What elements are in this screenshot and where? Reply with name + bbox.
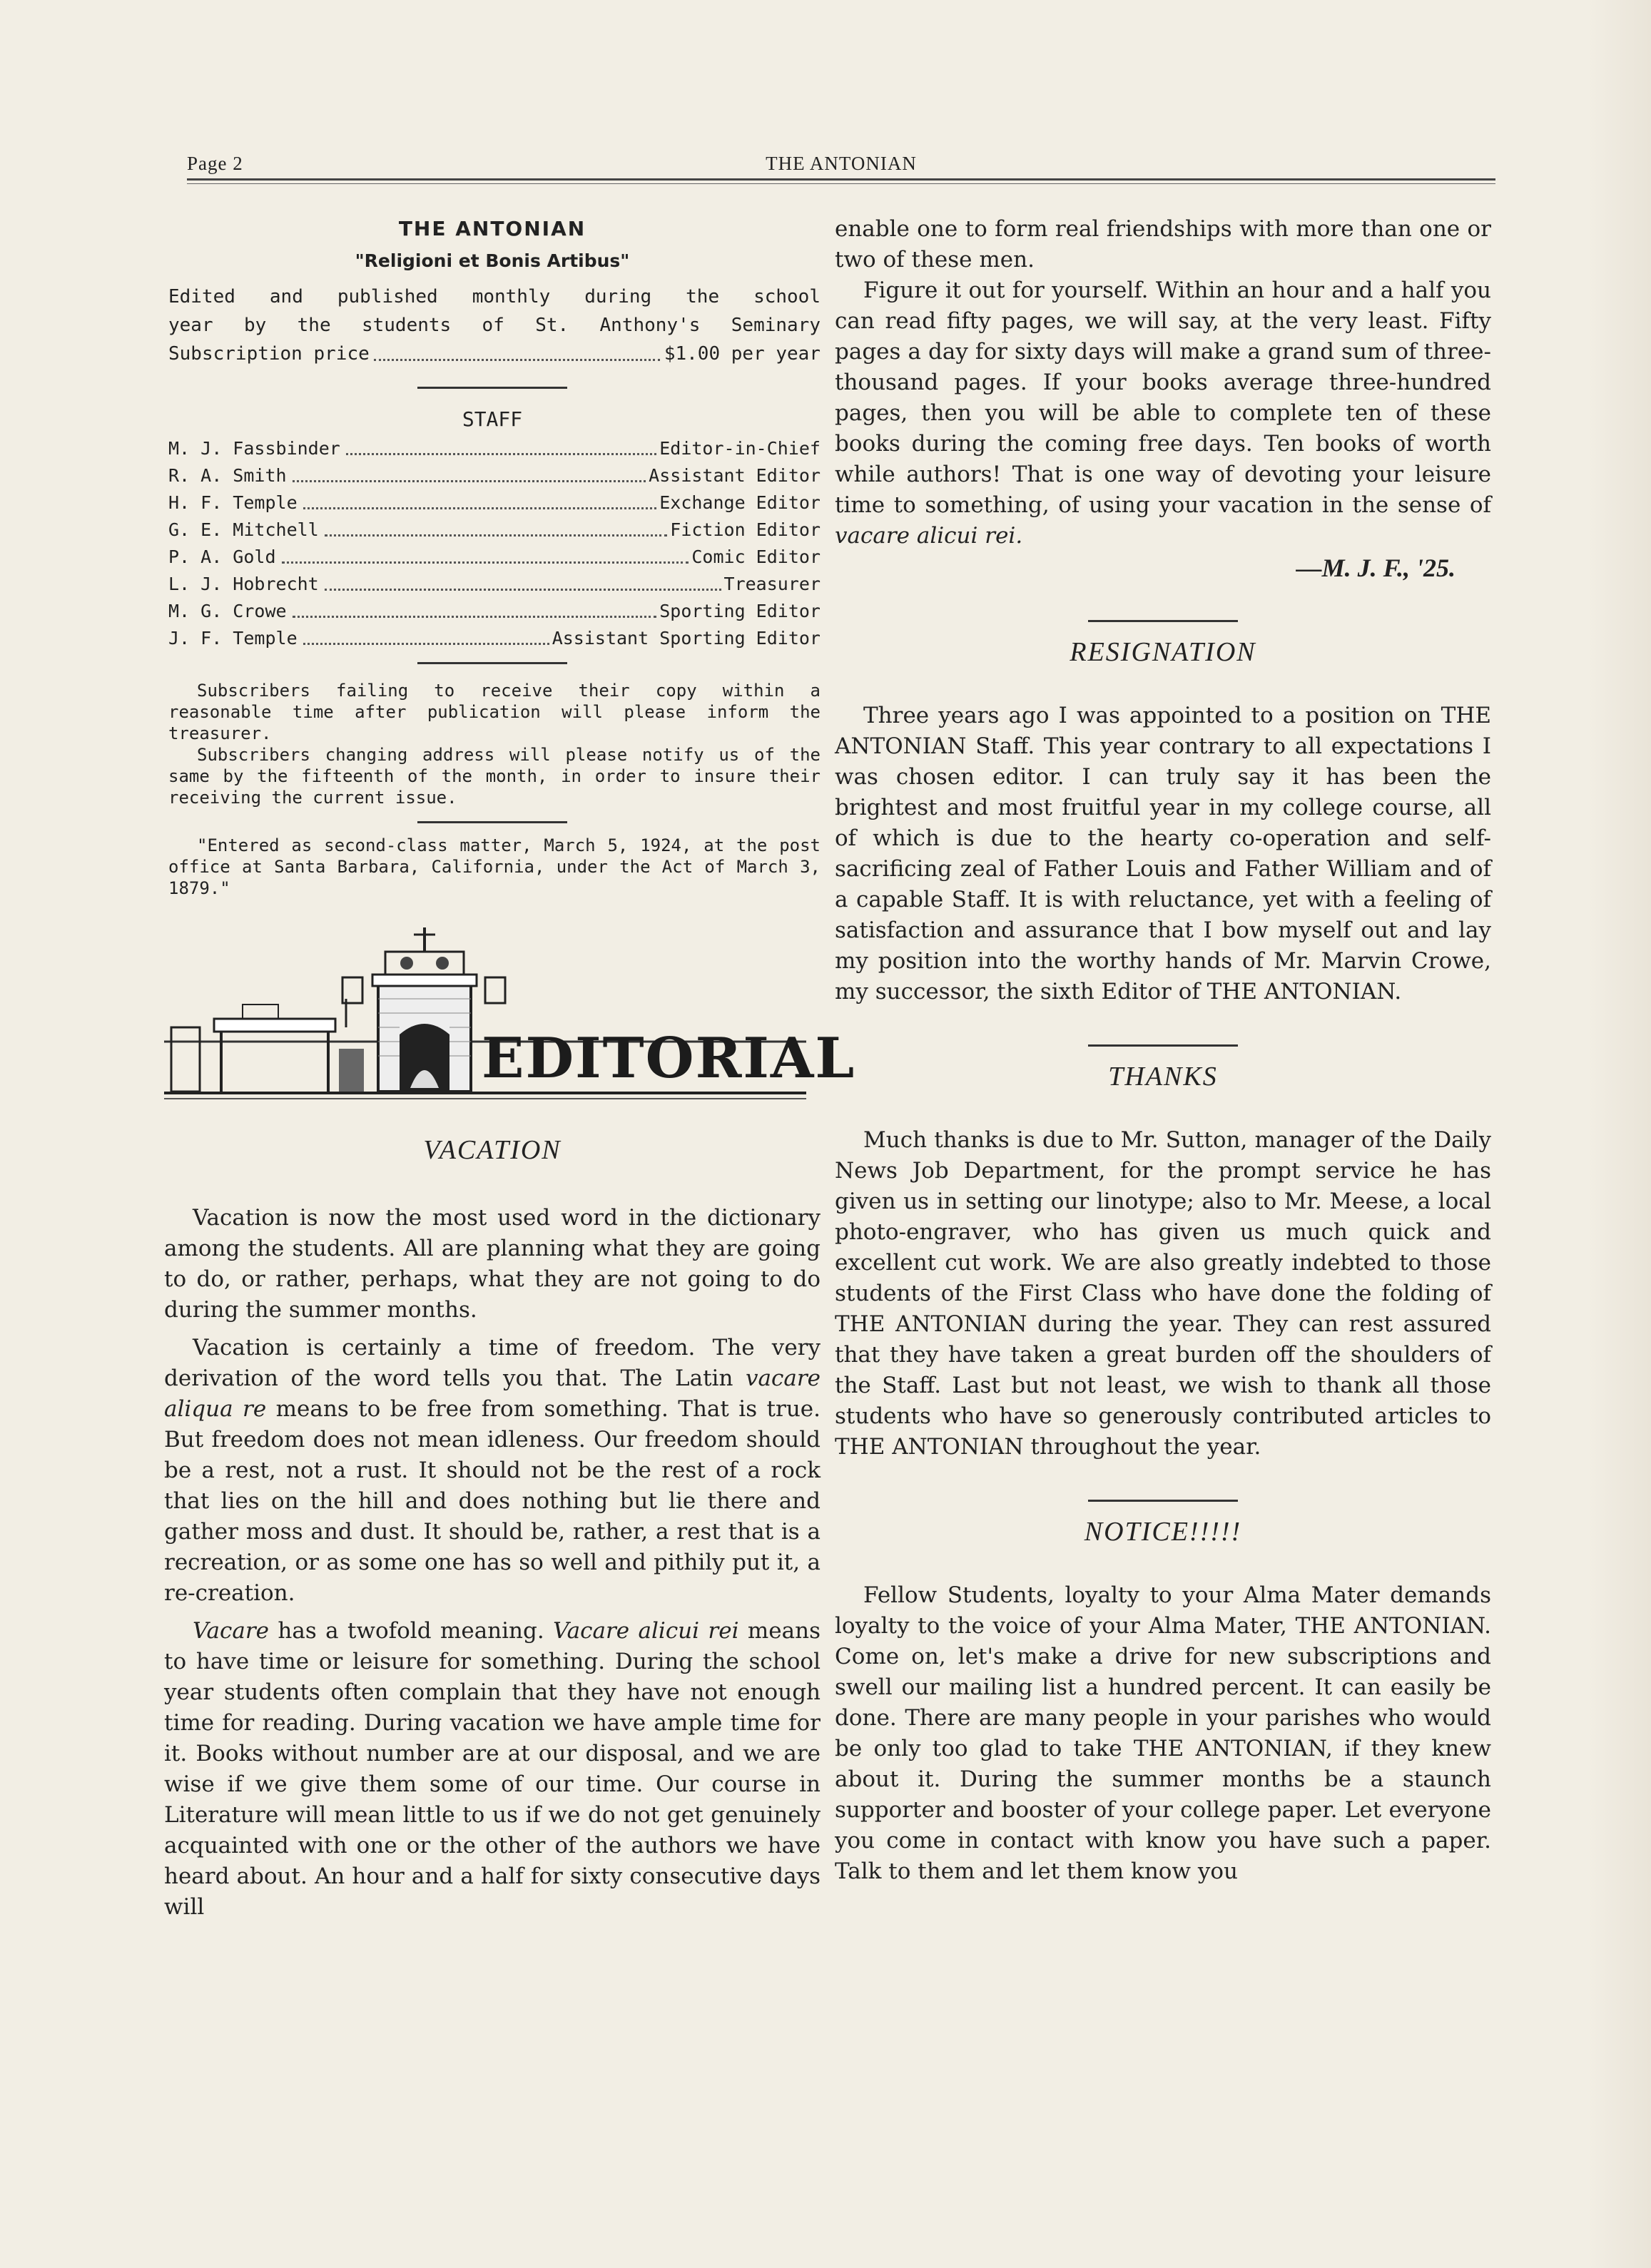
subscription-label: Subscription price xyxy=(168,343,370,365)
dot-leader xyxy=(293,462,646,482)
dot-leader xyxy=(282,544,689,564)
notice-changing-address: Subscribers changing address will please notify us of the same by the fifteenth of the month, in order to insure their receiving the current issue. xyxy=(168,745,821,808)
latin-phrase: Vacare alicui rei xyxy=(553,1618,739,1644)
right-column xyxy=(835,214,1491,1887)
masthead-motto: "Religioni et Bonis Artibus" xyxy=(355,250,630,271)
text-run: Vacation is certainly a time of freedom. The very derivation of the word tells you that. The Latin xyxy=(164,1335,821,1391)
vacation-title: VACATION xyxy=(423,1135,562,1165)
masthead-info xyxy=(168,283,821,368)
staff-row xyxy=(168,598,821,625)
page-number: Page 2 xyxy=(187,153,243,174)
fireplace-study-illustration xyxy=(164,927,856,1113)
vacation-paragraph-3 xyxy=(164,1616,821,1923)
staff-name: G. E. Mitchell xyxy=(168,519,319,540)
dot-leader xyxy=(325,571,721,591)
dot-leader xyxy=(303,489,657,509)
staff-role: Treasurer xyxy=(723,574,821,594)
staff-row xyxy=(168,435,821,462)
divider xyxy=(1088,1044,1238,1047)
editorial-banner-text: EDITORIAL xyxy=(482,1026,856,1091)
notice-failing-copy: Subscribers failing to receive their copy within a reasonable time after publication will please inform the treasurer. xyxy=(168,681,821,743)
staff-name: R. A. Smith xyxy=(168,465,287,486)
latin-phrase: vacare alicui rei. xyxy=(835,523,1023,549)
staff-name: L. J. Hobrecht xyxy=(168,574,319,594)
notice-text: Fellow Students, loyalty to your Alma Mater demands loyalty to the voice of your Alma Mater, THE ANTONIAN. Come on, let's make a drive for new subscriptions and swell our mailing list a hundred percent. It can easily be done. There are many people in your parishes who would be only too glad to take THE ANTONIAN, if they knew about it. During the summer months be a staunch supporter and booster of your college paper. Let everyone you come in contact with know you have such a paper. Talk to them and let them know you xyxy=(835,1582,1491,1884)
text-run: means to have time or leisure for something. During the school year students often complain that they have not enough time for reading. During vacation we have ample time for it. Books without number are at our disposal, and we are wise if we give them some of our time. Our course in Literature will mean little to us if we do not get genuinely acquainted with one or the other of the authors we have heard about. An hour and a half for sixty consecutive days will xyxy=(164,1618,821,1920)
dot-leader xyxy=(374,340,660,361)
staff-row xyxy=(168,462,821,489)
staff-name: J. F. Temple xyxy=(168,628,298,649)
resignation-title: RESIGNATION xyxy=(1070,637,1256,667)
staff-role: Assistant Sporting Editor xyxy=(552,628,821,649)
staff-role: Exchange Editor xyxy=(659,492,821,513)
staff-role: Comic Editor xyxy=(691,546,821,567)
staff-role: Assistant Editor xyxy=(649,465,821,486)
published-line-1: Edited and published monthly during the school xyxy=(168,286,821,307)
text-run: Figure it out for yourself. Within an hour and a half you can read fifty pages, we will say, at the very least. Fifty pages a day for sixty days will make a grand sum of three-thousand pages. If your books average three-hundred pages, then you will be able to complete ten of these books during the coming free days. Ten books of worth while authors! That is one way of devoting your leisure time to something, of using your vacation in the sense of xyxy=(835,278,1491,518)
divider xyxy=(417,821,567,823)
dot-leader xyxy=(325,517,668,537)
staff-role: Fiction Editor xyxy=(670,519,821,540)
text-run: has a twofold meaning. xyxy=(269,1618,554,1644)
vacation-paragraph-2 xyxy=(164,1333,821,1609)
latin-phrase: Vacare xyxy=(193,1618,270,1644)
divider xyxy=(1088,1500,1238,1502)
vacation-paragraph-1: Vacation is now the most used word in the dictionary among the students. All are planning what they are going to do, or rather, perhaps, what they are not going to do during the summer months. xyxy=(164,1205,821,1323)
subscription-row xyxy=(168,340,821,368)
staff-row xyxy=(168,625,821,652)
author-signature: —M. J. F., '25. xyxy=(1296,554,1456,582)
staff-role: Editor-in-Chief xyxy=(659,438,821,459)
vacation-continued-1: enable one to form real friendships with more than one or two of these men. xyxy=(835,216,1491,273)
staff-row xyxy=(168,571,821,598)
editorial-illustration xyxy=(164,927,856,1113)
thanks-title: THANKS xyxy=(1108,1062,1218,1092)
dot-leader xyxy=(293,598,657,618)
left-column xyxy=(164,207,856,1923)
page-edge xyxy=(1587,0,1651,2268)
resignation-text: Three years ago I was appointed to a position on THE ANTONIAN Staff. This year contrary to all expectations I was chosen editor. I can truly say it has been the brightest and most fruitful year in my college course, all of which is due to the hearty co-operation and self-sacrificing zeal of Father Louis and Father William and of a capable Staff. It is with reluctance, yet with a feeling of satisfaction and assurance that I bow myself out and lay my position into the worthy hands of Mr. Marvin Crowe, my successor, the sixth Editor of THE ANTONIAN. xyxy=(835,703,1491,1005)
staff-name: M. G. Crowe xyxy=(168,601,287,621)
page-header xyxy=(187,147,1495,180)
divider xyxy=(1088,620,1238,622)
staff-name: H. F. Temple xyxy=(168,492,298,513)
vacation-continued-2 xyxy=(835,275,1491,551)
staff-row xyxy=(168,489,821,517)
notice-entered: "Entered as second-class matter, March 5, 1924, at the post office at Santa Barbara, California, under the Act of March 3, 1879." xyxy=(168,835,821,898)
divider xyxy=(417,662,567,664)
running-title: THE ANTONIAN xyxy=(766,153,917,174)
staff-heading: STAFF xyxy=(462,407,523,431)
staff-row xyxy=(168,544,821,571)
staff-name: P. A. Gold xyxy=(168,546,276,567)
dot-leader xyxy=(346,435,656,455)
staff-row xyxy=(168,517,821,544)
latin-phrase: vacare aliqua re xyxy=(164,1366,821,1422)
divider xyxy=(417,387,567,389)
thanks-text: Much thanks is due to Mr. Sutton, manager of the Daily News Job Department, for the prompt service he has given us in setting our linotype; also to Mr. Meese, a local photo-engraver, who has given us much quick and excellent cut work. We are also greatly indebted to those students of the First Class who have done the folding of THE ANTONIAN during the year. They can rest assured that they have taken a great burden off the shoulders of the Staff. Last but not least, we wish to thank all those students who have so generously contributed articles to THE ANTONIAN throughout the year. xyxy=(835,1127,1491,1460)
text-run: means to be free from something. That is true. But freedom does not mean idleness. Our freedom should be a rest, not a rust. It should not be the rest of a rock that lies on the hill and does nothing but lie there and gather moss and dust. It should be, rather, a rest that is a recreation, or as some one has so well and pithily put it, a re-creation. xyxy=(164,1396,821,1606)
masthead-title: THE ANTONIAN xyxy=(398,217,586,240)
published-line-2: year by the students of St. Anthony's Seminary xyxy=(168,315,821,336)
subscription-price: $1.00 per year xyxy=(664,343,821,365)
dot-leader xyxy=(303,625,549,645)
staff-list xyxy=(164,435,821,652)
notice-title: NOTICE!!!!! xyxy=(1084,1517,1242,1547)
staff-role: Sporting Editor xyxy=(659,601,821,621)
staff-name: M. J. Fassbinder xyxy=(168,438,340,459)
